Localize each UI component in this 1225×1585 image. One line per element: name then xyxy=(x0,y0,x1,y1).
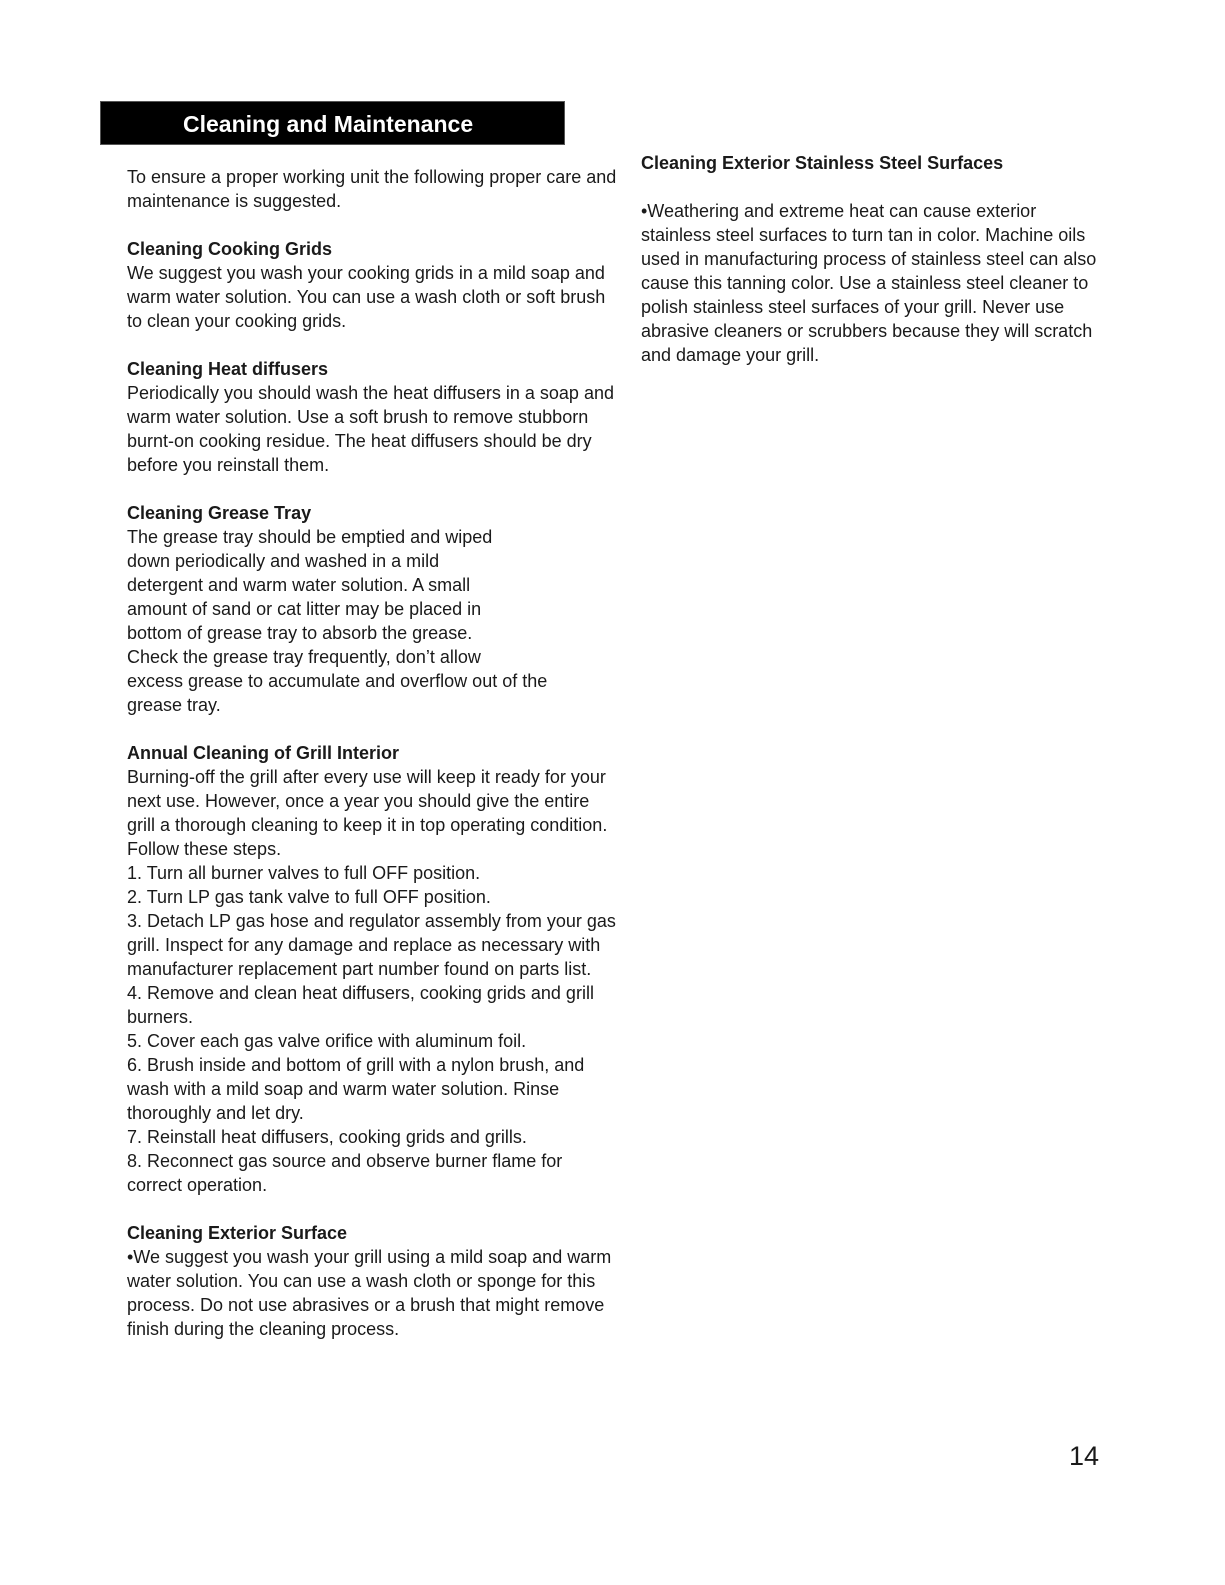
right-column xyxy=(641,151,1111,367)
step-item: 6. Brush inside and bottom of grill with a nylon brush, and wash with a mild soap and warm water solution. Rinse thoroughly and let dry. xyxy=(127,1055,585,1123)
grease-tray-heading: Cleaning Grease Tray xyxy=(127,503,312,523)
step-item: 1. Turn all burner valves to full OFF position. xyxy=(127,863,481,883)
text-line: grease tray. xyxy=(127,695,221,715)
step-item: 7. Reinstall heat diffusers, cooking grids and grills. xyxy=(127,1127,527,1147)
section-banner: Cleaning and Maintenance xyxy=(100,101,565,145)
exterior-surface-heading: Cleaning Exterior Surface xyxy=(127,1223,348,1243)
step-item: 2. Turn LP gas tank valve to full OFF position. xyxy=(127,887,491,907)
text-line: detergent and warm water solution. A small xyxy=(127,575,471,595)
step-item: 8. Reconnect gas source and observe burner flame for correct operation. xyxy=(127,1151,563,1195)
cooking-grids-heading: Cleaning Cooking Grids xyxy=(127,239,333,259)
text-line: excess grease to accumulate and overflow out of the xyxy=(127,671,548,691)
step-item: 4. Remove and clean heat diffusers, cooking grids and grill burners. xyxy=(127,983,594,1027)
intro-text: To ensure a proper working unit the following proper care and maintenance is suggested. xyxy=(127,167,617,211)
annual-cleaning-heading: Annual Cleaning of Grill Interior xyxy=(127,743,400,763)
text-line: down periodically and washed in a mild xyxy=(127,551,440,571)
heat-diffusers-text: Periodically you should wash the heat diffusers in a soap and warm water solution. Use a soft brush to remove stubborn burnt-on cooking residue. The heat diffusers should be dry before you reinstall them. xyxy=(127,383,614,475)
step-item: 3. Detach LP gas hose and regulator assembly from your gas grill. Inspect for any damage and replace as necessary with manufacturer replacement part number found on parts list. xyxy=(127,911,616,979)
stainless-heading: Cleaning Exterior Stainless Steel Surfaces xyxy=(641,153,1004,173)
heat-diffusers-heading: Cleaning Heat diffusers xyxy=(127,359,329,379)
page-number: 14 xyxy=(1069,1441,1100,1471)
stainless-text: •Weathering and extreme heat can cause exterior stainless steel surfaces to turn tan in color. Machine oils used in manufacturing process of stainless steel can also cause this tanning color. Use a stainless steel cleaner to polish stainless steel surfaces of your grill. Never use abrasive cleaners or scrubbers because they will scratch and damage your grill. xyxy=(641,201,1097,365)
text-line: amount of sand or cat litter may be placed in xyxy=(127,599,482,619)
cooking-grids-text: We suggest you wash your cooking grids in a mild soap and warm water solution. You can use a wash cloth or soft brush to clean your cooking grids. xyxy=(127,263,606,331)
text-line: The grease tray should be emptied and wiped xyxy=(127,527,493,547)
left-column xyxy=(127,165,622,1341)
exterior-surface-text: •We suggest you wash your grill using a mild soap and warm water solution. You can use a wash cloth or sponge for this process. Do not use abrasives or a brush that might remove finish during the cleaning process. xyxy=(127,1247,612,1339)
text-line: bottom of grease tray to absorb the grease. xyxy=(127,623,473,643)
text-line: Check the grease tray frequently, don’t allow xyxy=(127,647,481,667)
annual-cleaning-intro: Burning-off the grill after every use will keep it ready for your next use. However, once a year you should give the entire grill a thorough cleaning to keep it in top operating condition. Follow these steps. xyxy=(127,767,608,859)
step-item: 5. Cover each gas valve orifice with aluminum foil. xyxy=(127,1031,527,1051)
grease-tray-text xyxy=(127,525,622,717)
